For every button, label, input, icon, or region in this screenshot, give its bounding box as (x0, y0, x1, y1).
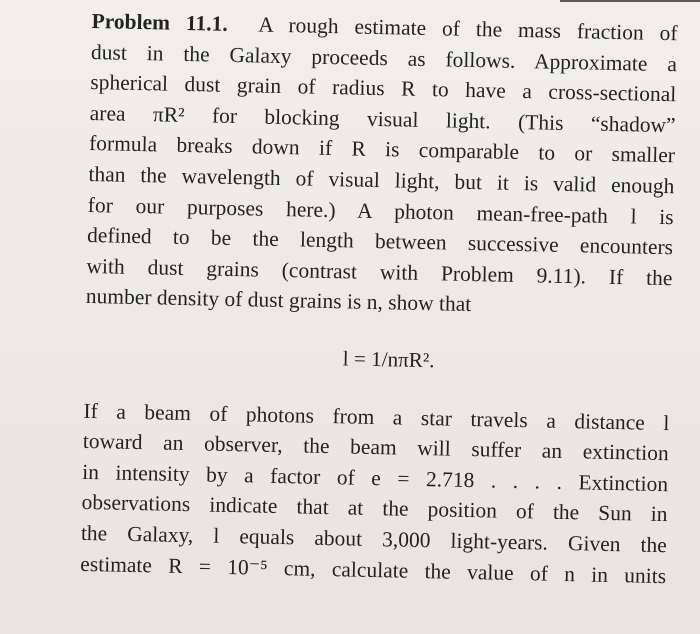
text-line: with dust grains (contrast with Problem 9.11). If the (86, 253, 673, 290)
text-line: number density of dust grains is n, show that (85, 284, 472, 317)
text-line: than the wavelength of visual light, but it is valid enough (88, 161, 675, 199)
text-line: defined to be the length between successive encounters (86, 223, 674, 260)
text-line: A rough estimate of the mass fraction of (258, 12, 678, 46)
text-line: for our purposes here.) A photon mean-free-path l is (87, 192, 674, 229)
equation: l = 1/nπR². (342, 346, 435, 373)
text-line: If a beam of photons from a star travels a distance l (83, 398, 670, 435)
text-line: toward an observer, the beam will suffer an extinction (82, 429, 670, 466)
text-line: formula breaks down if R is comparable to or smaller (88, 131, 676, 168)
text-line: in intensity by a factor of e = 2.718 . . . . Extinction (81, 459, 669, 496)
text-line: dust in the Galaxy proceeds as follows. Approximate a (90, 39, 678, 76)
top-rule (560, 0, 700, 2)
text-line: area πR² for blocking visual light. (This “shadow” (89, 100, 676, 138)
text-line: observations indicate that at the position of the Sun in (81, 490, 668, 527)
text-line: the Galaxy, l equals about 3,000 light-years. Given the (80, 520, 668, 558)
text-line: estimate R = 10⁻⁵ cm, calculate the value of n in units (80, 551, 667, 588)
problem-label: Problem 11.1. (91, 8, 229, 36)
text-line: spherical dust grain of radius R to have a cross-sectional (90, 70, 677, 107)
problem-text (80, 6, 678, 591)
